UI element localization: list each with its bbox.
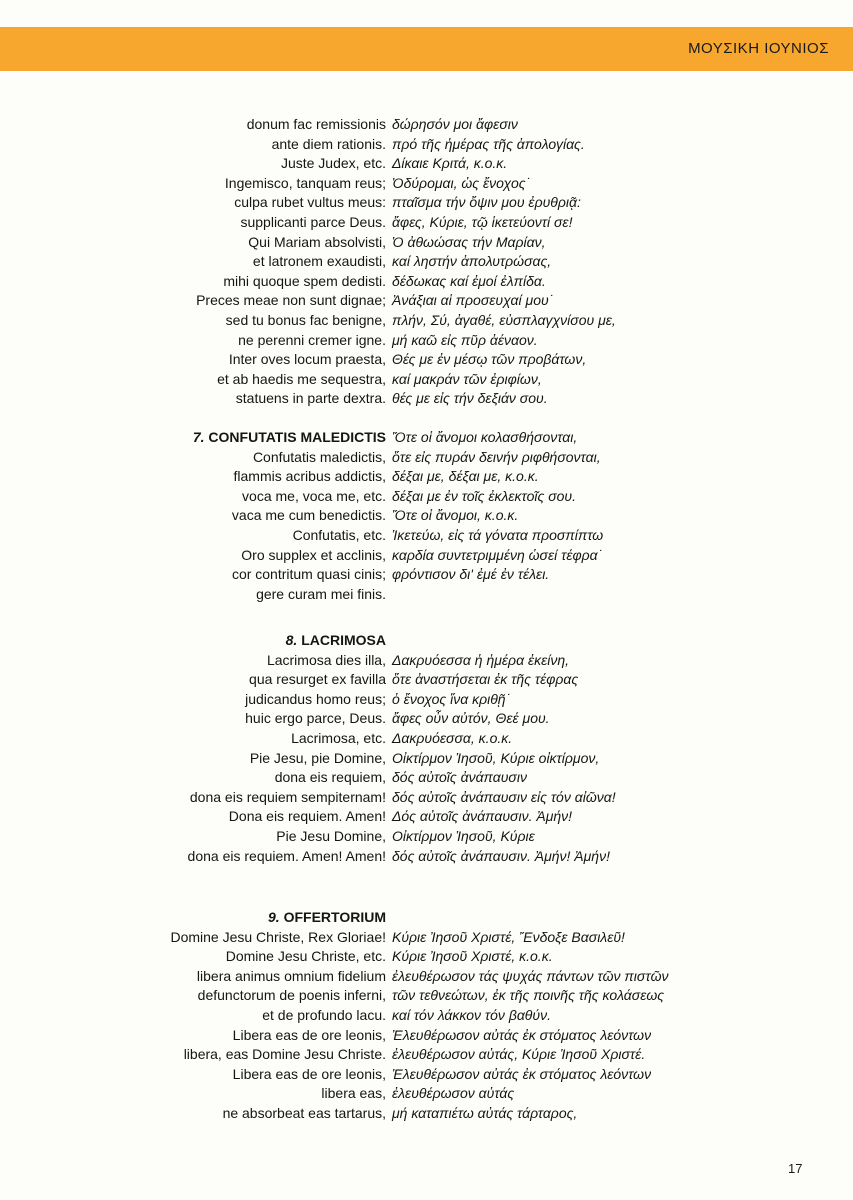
text-line: huic ergo parce, Deus. ἄφες οὖν αὐτόν, Θεέ μου. — [245, 710, 550, 727]
header-band — [0, 27, 853, 71]
section-number: 9. — [268, 909, 280, 925]
text-line: libera animus omnium fidelium ἐλευθέρωσον τάς ψυχάς πάντων τῶν πιστῶν — [196, 967, 669, 984]
text-line: judicandus homo reus; ὁ ἔνοχος ἵνα κριθῇ˙ — [245, 690, 511, 707]
text-line: Ingemisco, tanquam reus; Ὀδύρομαι, ὡς ἔνοχος˙ — [224, 174, 531, 191]
text-line: libera, eas Domine Jesu Christe. ἐλευθέρωσον αὐτάς, Κύριε Ἰησοῦ Χριστέ. — [183, 1046, 646, 1063]
text-line: dona eis requiem, δός αὐτοῖς ἀνάπαυσιν — [274, 769, 527, 786]
section-confutatis — [0, 428, 853, 604]
text-line: supplicanti parce Deus. ἄφες, Κύριε, τῷ ἱκετεύοντί σε! — [240, 213, 573, 230]
text-line: Libera eas de ore leonis, Ἐλευθέρωσον αὐτάς ἐκ στόματος λεόντων — [232, 1065, 652, 1082]
text-line: voca me, voca me, etc. δέξαι με ἐν τοῖς ἐκλεκτοῖς σου. — [242, 487, 577, 504]
section-title-greek: Ὅτε οἱ ἄνομοι κολασθήσονται, — [392, 429, 578, 445]
section-offertorium — [0, 908, 853, 1124]
text-line: Domine Jesu Christe, etc. Κύριε Ἰησοῦ Χριστέ, κ.ο.κ. — [225, 948, 553, 965]
section-title: CONFUTATIS MALEDICTIS — [208, 429, 386, 445]
text-line: ante diem rationis. πρό τῆς ἡμέρας τῆς ἀπολογίας. — [271, 135, 585, 152]
text-line: Juste Judex, etc. Δίκαιε Κριτά, κ.ο.κ. — [280, 155, 508, 172]
text-line: libera eas, ἐλευθέρωσον αὐτάς — [321, 1085, 515, 1102]
text-line: culpa rubet vultus meus: πταῖσμα τήν ὄψιν μου ἐρυθριᾷ: — [234, 194, 581, 211]
text-line: Dona eis requiem. Amen! Δός αὐτοῖς ἀνάπαυσιν. Ἀμήν! — [228, 808, 573, 825]
text-line: gere curam mei finis. — [256, 585, 386, 602]
text-line: Confutatis maledictis, ὅτε εἰς πυράν δεινήν ριφθήσονται, — [252, 448, 601, 465]
text-line: Domine Jesu Christe, Rex Gloriae! Κύριε Ἰησοῦ Χριστέ, Ἔνδοξε Βασιλεῦ! — [170, 928, 625, 945]
text-line: ne perenni cremer igne. μή καῶ εἰς πῦρ ἀέναον. — [238, 331, 538, 348]
text-line: Qui Mariam absolvisti, Ὁ ἀθωώσας τήν Μαρίαν, — [248, 233, 546, 250]
text-line: Confutatis, etc. Ἱκετεύω, εἰς τά γόνατα προσπίπτω — [292, 526, 604, 543]
header-title: ΜΟΥΣΙΚΗ ΙΟΥΝΙΟΣ — [688, 40, 829, 57]
text-line: Pie Jesu Domine, Οἰκτίρμον Ἰησοῦ, Κύριε — [276, 827, 535, 844]
section-number: 7. — [192, 429, 205, 445]
text-line: ne absorbeat eas tartarus, μή καταπιέτω αὐτάς τάρταρος, — [222, 1104, 578, 1121]
text-line: Pie Jesu, pie Domine, Οἰκτίρμον Ἰησοῦ, Κύριε οἰκτίρμον, — [249, 749, 600, 766]
text-line: et de profundo lacu. καί τόν λάκκον τόν βαθύν. — [262, 1006, 551, 1023]
text-line: flammis acribus addictis, δέξαι με, δέξαι με, κ.ο.κ. — [233, 468, 539, 485]
section-heading — [0, 908, 853, 928]
section-number: 8. — [285, 632, 298, 648]
section-heading — [0, 631, 853, 651]
text-line: et latronem exaudisti, καί ληστήν ἀπολυτρώσας, — [252, 253, 552, 270]
section-title: LACRIMOSA — [301, 632, 386, 648]
section-dies-irae — [0, 115, 853, 409]
text-line: cor contritum quasi cinis; φρόντισον δι' ἐμέ ἐν τέλει. — [231, 566, 550, 583]
text-line: donum fac remissionis δώρησόν μοι ἄφεσιν — [246, 116, 518, 132]
text-line: Lacrimosa dies illa, Δακρυόεσσα ἡ ἡμέρα ἐκείνη, — [266, 651, 570, 668]
text-line: Inter oves locum praesta, Θές με ἐν μέσῳ τῶν προβάτων, — [228, 351, 587, 368]
text-line: et ab haedis me sequestra, καί μακράν τῶν ἐριφίων, — [217, 370, 542, 387]
text-line: Lacrimosa, etc. Δακρυόεσσα, κ.ο.κ. — [291, 729, 513, 746]
text-line: qua resurget ex favilla ὅτε ἀναστήσεται ἐκ τῆς τέφρας — [249, 671, 579, 688]
text-line: Oro supplex et acclinis, καρδία συντετριμμένη ὡσεί τέφρα˙ — [241, 546, 603, 563]
text-line: sed tu bonus fac benigne, πλήν, Σύ, ἀγαθέ, εὐσπλαγχνίσου με, — [225, 311, 616, 328]
section-lacrimosa — [0, 631, 853, 866]
text-line: Preces meae non sunt dignae; Ἀνάξιαι αἱ προσευχαί μου˙ — [196, 292, 554, 309]
text-line: defunctorum de poenis inferni, τῶν τεθνεώτων, ἐκ τῆς ποινῆς τῆς κολάσεως — [197, 987, 665, 1004]
section-title: OFFERTORIUM — [283, 909, 386, 925]
text-line: dona eis requiem. Amen! Amen! δός αὐτοῖς ἀνάπαυσιν. Ἀμήν! Ἀμήν! — [187, 847, 610, 864]
text-line: dona eis requiem sempiternam! δός αὐτοῖς ἀνάπαυσιν εἰς τόν αἰῶνα! — [189, 788, 616, 805]
text-line: Libera eas de ore leonis, Ἐλευθέρωσον αὐτάς ἐκ στόματος λεόντων — [232, 1026, 652, 1043]
text-line: vaca me cum benedictis. Ὅτε οἱ ἄνομοι, κ.ο.κ. — [231, 507, 519, 524]
page-number: 17 — [788, 1161, 803, 1176]
section-heading — [0, 428, 853, 448]
text-line: mihi quoque spem dedisti. δέδωκας καί ἐμοί ἐλπίδα. — [223, 272, 546, 289]
text-line: statuens in parte dextra. θές με εἰς τήν δεξιάν σου. — [235, 390, 548, 407]
